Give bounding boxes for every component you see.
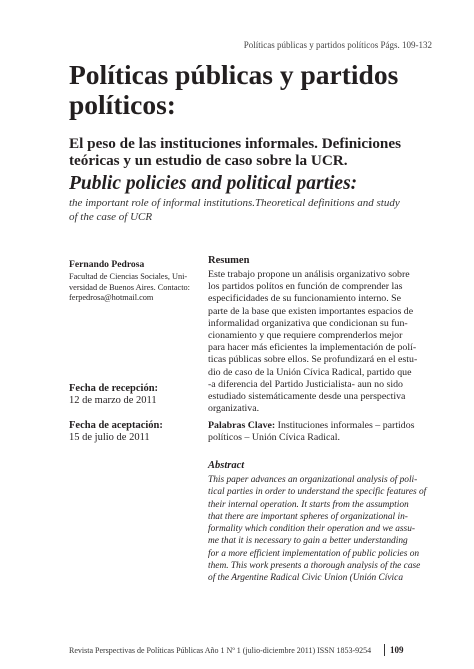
abstract-section <box>208 460 433 585</box>
keywords-label: Palabras Clave: <box>208 420 276 431</box>
keywords <box>208 420 433 444</box>
affiliation-line: versidad de Buenos Aires. Contacto: <box>69 282 190 292</box>
resumen-line: cionamiento y que requiere comprenderlos mejor <box>208 330 403 342</box>
resumen-line: dio de caso de la Unión Cívica Radical, partido que <box>208 366 412 378</box>
abstract-line: formality which condition their operation and we assu- <box>208 524 416 535</box>
author-block <box>69 259 199 304</box>
abstract-line: tical parties in order to understand the specific features of <box>208 487 427 498</box>
author-affiliation <box>69 272 199 304</box>
resumen-line: ticas públicas sobre ellos. Se profundizará en el estu- <box>208 354 418 366</box>
resumen-line: los partidos polítos en función de comprender las <box>208 281 403 293</box>
resumen-heading: Resumen <box>208 255 250 266</box>
article-title <box>69 60 459 120</box>
abstract-line: of the Argentine Radical Civic Union (Unión Cívica <box>208 573 404 584</box>
abstract-line: for a more efficient implementation of public policies on <box>208 548 420 559</box>
resumen-line: Este trabajo propone un análisis organizativo sobre <box>208 269 410 280</box>
keywords-line <box>208 420 433 432</box>
abstract-line: me that it is necessary to gain a better understanding <box>208 536 408 547</box>
resumen-line: -a diferencia del Partido Justicialista- aun no sido <box>208 378 403 390</box>
abstract-line: This paper advances an organizational analysis of poli- <box>208 475 418 485</box>
keywords-line: políticos – Unión Cívica Radical. <box>208 432 340 444</box>
received-label: Fecha de recepción: <box>69 383 159 394</box>
resumen-line: para hacer más eficientes la implementación de polí- <box>208 342 417 354</box>
resumen-line: parte de la base que existen importantes espacios de <box>208 305 414 317</box>
resumen-line: organizativa. <box>208 403 260 415</box>
english-subtitle <box>69 197 400 224</box>
abstract-line: them. This work presents a thorough analysis of the case <box>208 561 421 572</box>
resumen-line: estudiado sistemáticamente desde una perspectiva <box>208 391 406 403</box>
resumen-line: informalidad organizativa que condicionan su fun- <box>208 317 408 329</box>
english-title-text: Public policies and political parties: <box>69 173 358 194</box>
received-value: 12 de marzo de 2011 <box>69 395 157 406</box>
journal-footer: Revista Perspectivas de Políticas Públicas Año 1 Nº 1 (julio-diciembre 2011) ISSN 1853-9254 <box>69 646 372 655</box>
resumen-line: especificidades de su funcionamiento interno. Se <box>208 293 402 305</box>
abstract-line: that there are important spheres of organizational in- <box>208 511 408 522</box>
english-title <box>69 173 357 195</box>
english-subtitle-line: of the case of UCR <box>69 210 153 223</box>
accepted-date <box>69 420 163 443</box>
resumen-section <box>208 255 433 415</box>
page-number: 109 <box>390 645 404 655</box>
title-line: políticos: <box>69 89 176 120</box>
english-subtitle-line: the important role of informal institutions.Theoretical definitions and study <box>69 197 400 209</box>
abstract-heading: Abstract <box>208 460 245 471</box>
keywords-section <box>208 420 433 444</box>
article-subtitle <box>69 135 459 169</box>
accepted-label: Fecha de aceptación: <box>69 420 163 431</box>
keywords-text: Instituciones informales – partidos <box>275 420 415 431</box>
title-line: Políticas públicas y partidos <box>69 59 399 90</box>
subtitle-line: El peso de las instituciones informales. Definiciones <box>69 135 402 152</box>
abstract-line: their internal operation. It starts from the assumption <box>208 499 409 510</box>
subtitle-line: teóricas y un estudio de caso sobre la UCR. <box>69 152 348 169</box>
footer-divider <box>384 644 385 656</box>
received-date <box>69 383 158 406</box>
affiliation-line: Facultad de Ciencias Sociales, Uni- <box>69 272 188 281</box>
running-head: Políticas públicas y partidos políticos Págs. 109-132 <box>243 40 432 50</box>
author-name: Fernando Pedrosa <box>69 259 145 270</box>
abstract-body <box>208 474 433 585</box>
resumen-body <box>208 269 433 415</box>
author-email: ferpedrosa@hotmail.com <box>69 293 154 303</box>
accepted-value: 15 de julio de 2011 <box>69 432 150 443</box>
